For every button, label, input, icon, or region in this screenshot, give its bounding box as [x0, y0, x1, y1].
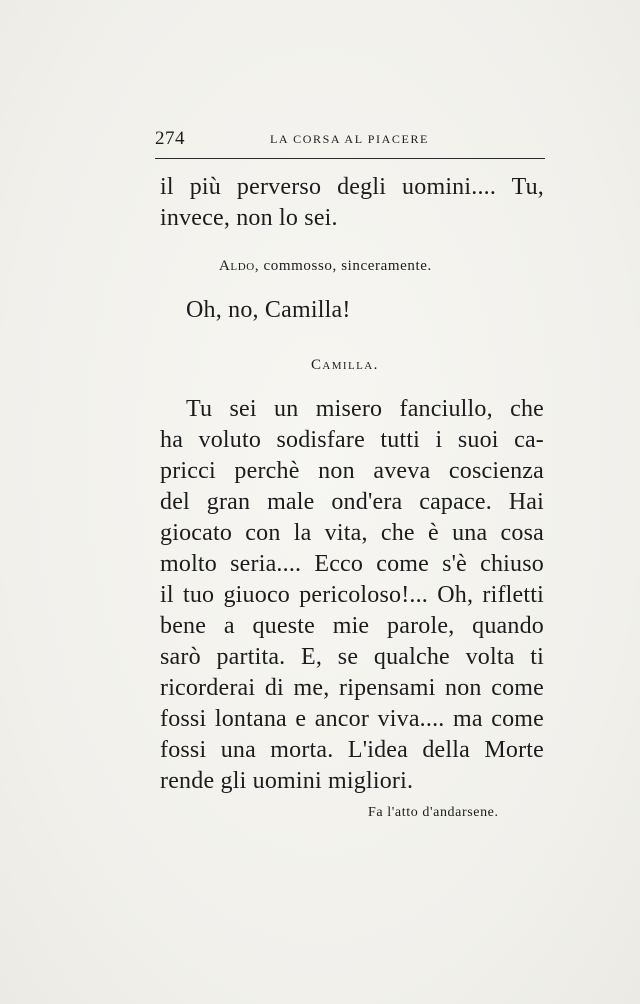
text-line: molto seria.... Ecco come s'è chiuso	[160, 551, 544, 577]
stage-direction-exit: Fa l'atto d'andarsene.	[368, 805, 499, 820]
page-number: 274	[155, 128, 185, 149]
text-line: ha voluto sodisfare tutti i suoi ca-	[160, 427, 544, 453]
text-line: il più perverso degli uomini.... Tu,	[160, 174, 544, 200]
text-line: pricci perchè non aveva coscienza	[160, 458, 544, 484]
opening-paragraph	[160, 172, 544, 234]
speaker-name-aldo: Aldo	[219, 258, 255, 274]
header-rule	[155, 158, 545, 159]
camilla-speech	[160, 394, 544, 797]
text-line: fossi una morta. L'idea della Morte	[160, 737, 544, 763]
speaker-name-camilla: Camilla.	[311, 357, 379, 373]
page-header	[155, 128, 545, 152]
text-line: giocato con la vita, che è una cosa	[160, 520, 544, 546]
text-line: del gran male ond'era capace. Hai	[160, 489, 544, 515]
text-line: ricorderai di me, ripensami non come	[160, 675, 544, 701]
text-line: bene a queste mie parole, quando	[160, 613, 544, 639]
stage-direction-aldo	[219, 258, 432, 275]
text-line: Tu sei un misero fanciullo, che	[186, 396, 544, 422]
aldo-speech: Oh, no, Camilla!	[186, 297, 351, 323]
text-line: il tuo giuoco pericoloso!... Oh, rifletti	[160, 582, 544, 608]
text-line: fossi lontana e ancor viva.... ma come	[160, 706, 544, 732]
stage-direction-text: , commosso, sinceramente.	[254, 258, 432, 274]
text-line: rende gli uomini migliori.	[160, 768, 414, 794]
text-line: sarò partita. E, se qualche volta ti	[160, 644, 544, 670]
running-title: LA CORSA AL PIACERE	[270, 132, 429, 146]
text-line: invece, non lo sei.	[160, 205, 338, 231]
